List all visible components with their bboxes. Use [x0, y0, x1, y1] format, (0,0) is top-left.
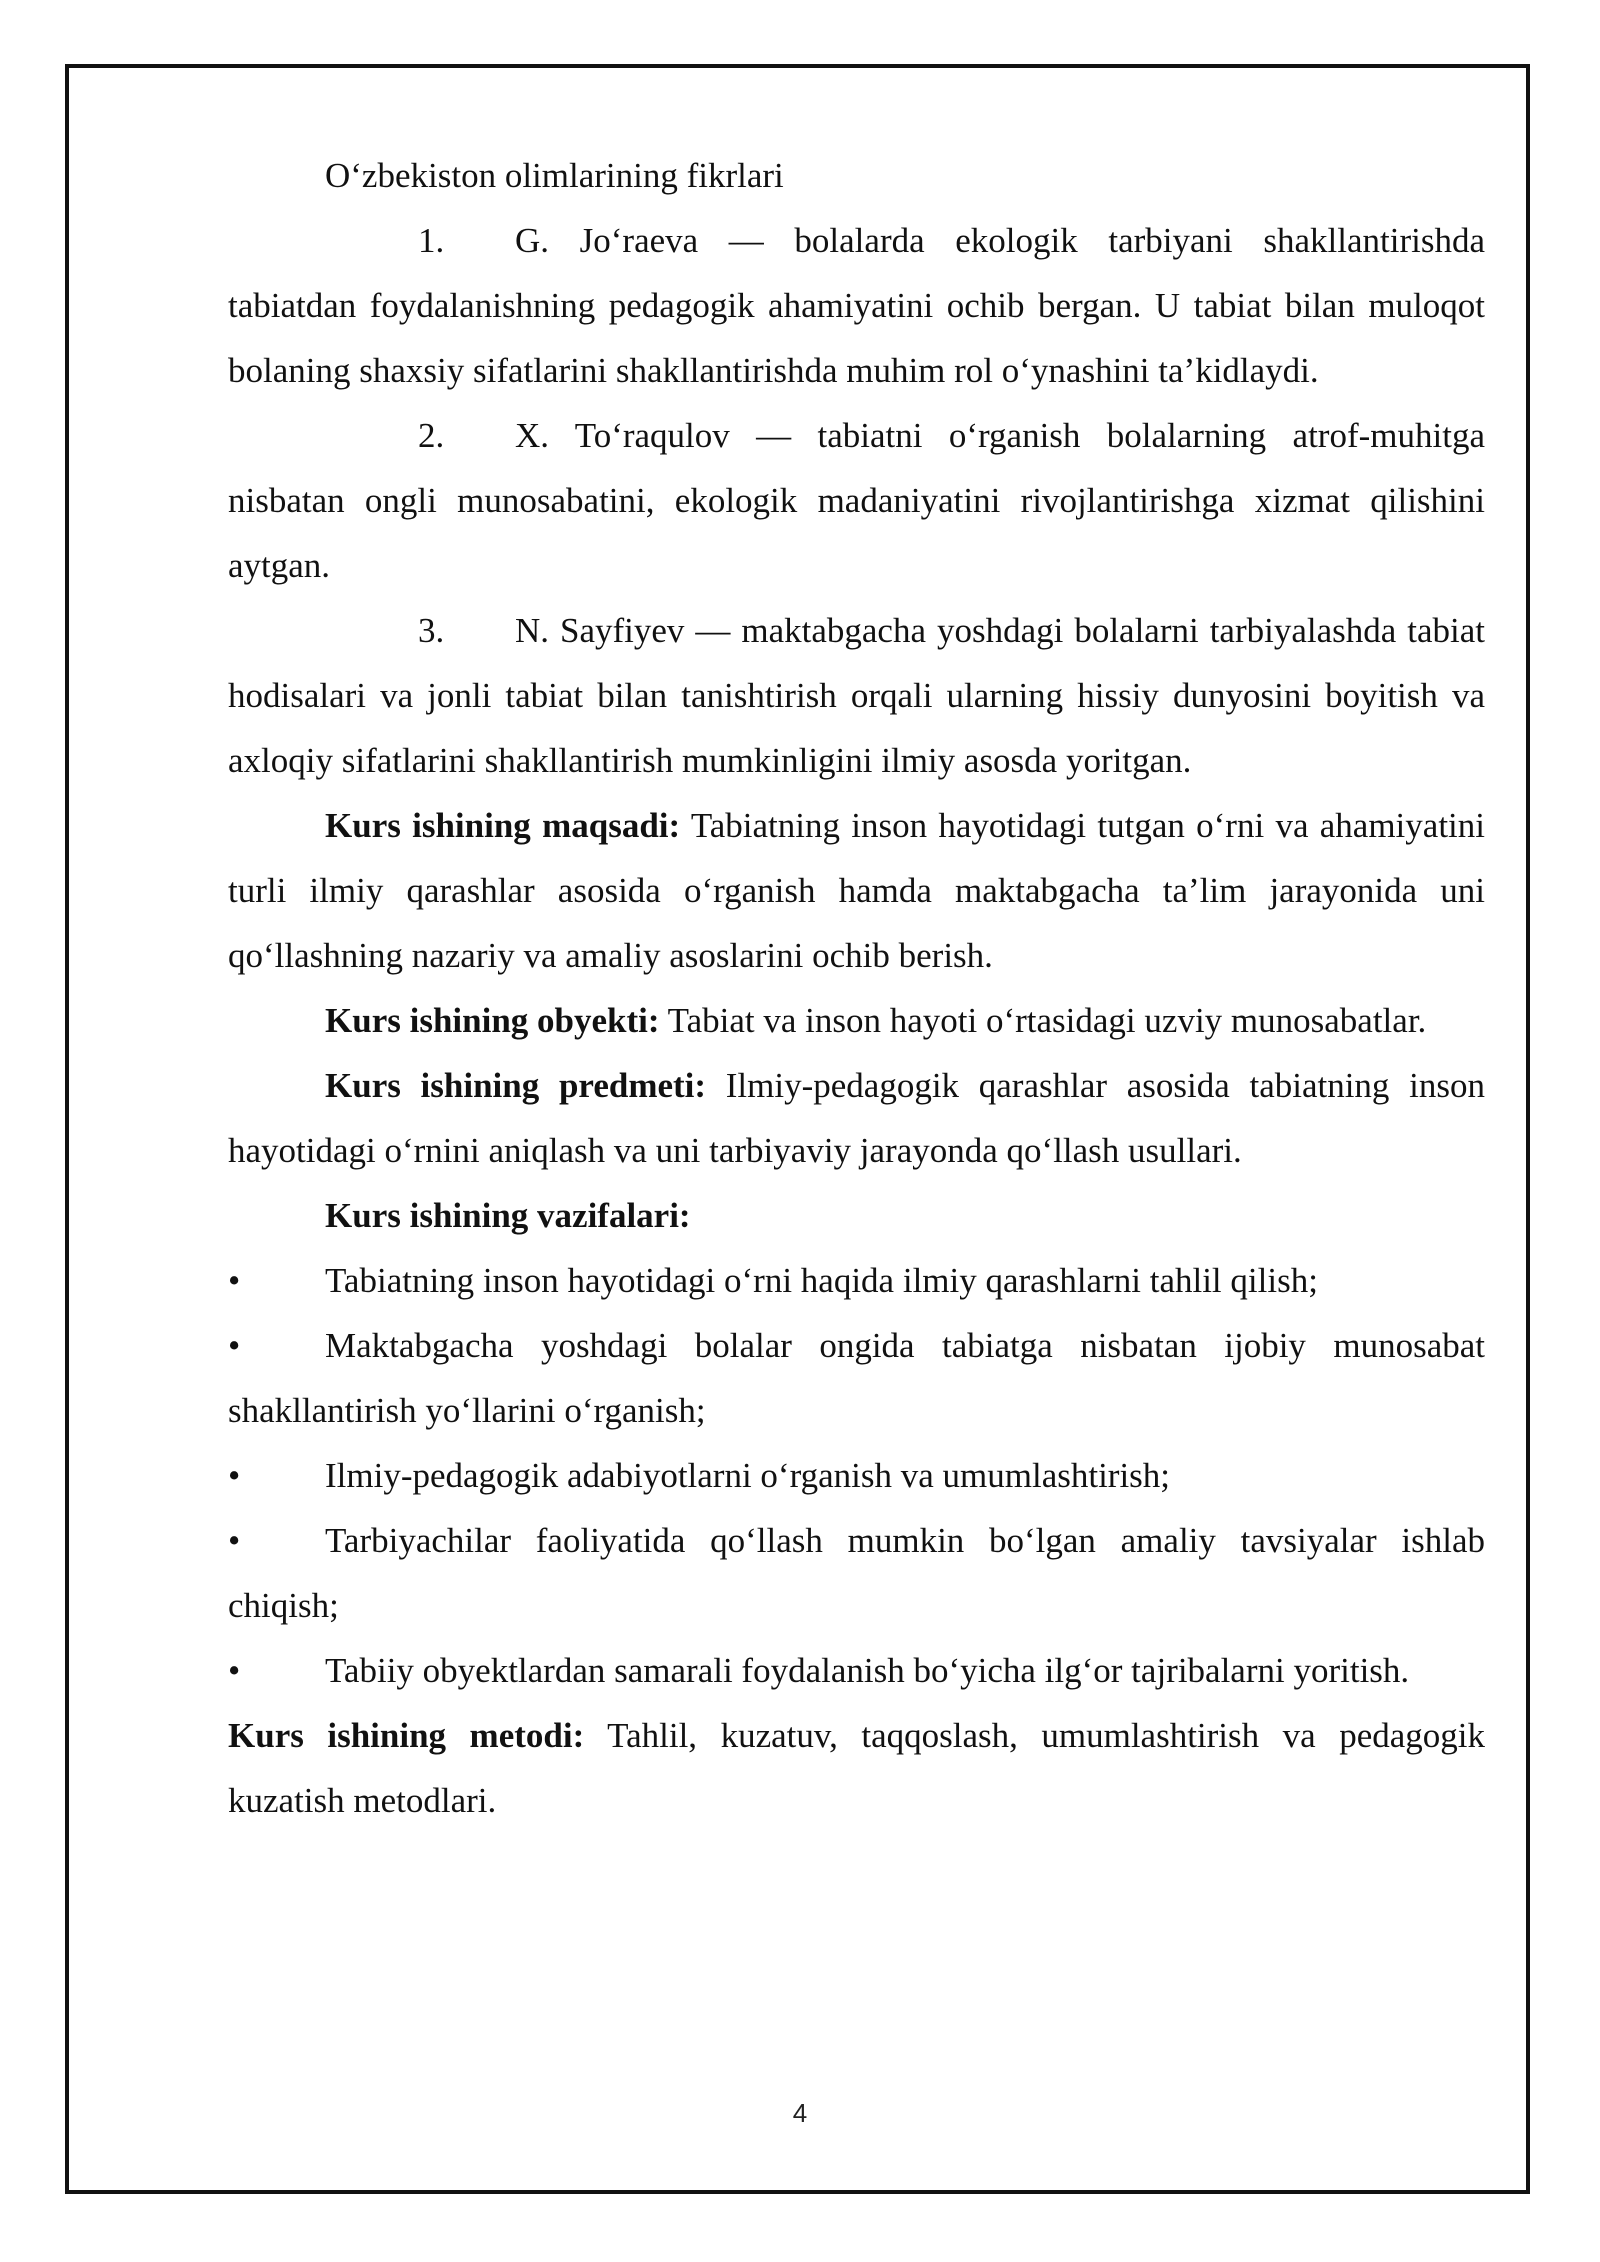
goal-label: Kurs ishining maqsadi:	[325, 806, 681, 845]
bullet-marker: •	[228, 1261, 241, 1300]
bullet-marker: •	[228, 1326, 241, 1365]
page-number: 4	[792, 2098, 808, 2128]
document-body	[228, 143, 1485, 1833]
task-item-1	[228, 1248, 1485, 1313]
subject-paragraph	[228, 1053, 1485, 1183]
goal-paragraph	[228, 793, 1485, 988]
scholar-text-3: N. Sayfiyev — maktabgacha yoshdagi bolalarni tarbiyalashda tabiat hodisalari va jonli tabiat bilan tanishtirish orqali ularning hissiy dunyosini boyitish va axloqiy sifatlarini shakllantirish mumkinligini ilmiy asosda yoritgan.	[228, 611, 1485, 780]
bullet-marker: •	[228, 1651, 241, 1690]
scholar-text-2: X. To‘raqulov — tabiatni o‘rganish bolalarning atrof-muhitga nisbatan ongli munosabatini, ekologik madaniyatini rivojlantirishga xizmat qilishini aytgan.	[228, 416, 1485, 585]
task-item-3	[228, 1443, 1485, 1508]
scholar-text-1: G. Jo‘raeva — bolalarda ekologik tarbiyani shakllantirishda tabiatdan foydalanishning pedagogik ahamiyatini ochib bergan. U tabiat bilan muloqot bolaning shaxsiy sifatlarini shakllantirishda muhim rol o‘ynashini ta’kidlaydi.	[228, 221, 1485, 390]
tasks-label: Kurs ishining vazifalari:	[325, 1196, 691, 1235]
task-text-1: Tabiatning inson hayotidagi o‘rni haqida ilmiy qarashlarni tahlil qilish;	[325, 1261, 1318, 1300]
scholar-item-3	[228, 598, 1485, 793]
scholar-item-1	[228, 208, 1485, 403]
scholar-number-3: 3.	[418, 611, 445, 650]
scholar-item-2	[228, 403, 1485, 598]
task-text-2: Maktabgacha yoshdagi bolalar ongida tabiatga nisbatan ijobiy munosabat shakllantirish yo‘llarini o‘rganish;	[228, 1326, 1485, 1430]
task-item-4	[228, 1508, 1485, 1638]
tasks-heading	[228, 1183, 1485, 1248]
bullet-marker: •	[228, 1456, 241, 1495]
scholar-number-1: 1.	[418, 221, 445, 260]
task-text-4: Tarbiyachilar faoliyatida qo‘llash mumkin bo‘lgan amaliy tavsiyalar ishlab chiqish;	[228, 1521, 1485, 1625]
goal-text: Tabiatning inson hayotidagi tutgan o‘rni va ahamiyatini turli ilmiy qarashlar asosida o‘rganish hamda maktabgacha ta’lim jarayonida uni qo‘llashning nazariy va amaliy asoslarini ochib berish.	[228, 806, 1485, 975]
method-label: Kurs ishining metodi:	[228, 1716, 585, 1755]
object-label: Kurs ishining obyekti:	[325, 1001, 660, 1040]
object-text: Tabiat va inson hayoti o‘rtasidagi uzviy munosabatlar.	[667, 1001, 1427, 1040]
subject-label: Kurs ishining predmeti:	[325, 1066, 707, 1105]
task-text-5: Tabiiy obyektlardan samarali foydalanish bo‘yicha ilg‘or tajribalarni yoritish.	[325, 1651, 1410, 1690]
task-item-2	[228, 1313, 1485, 1443]
object-paragraph	[228, 988, 1485, 1053]
method-paragraph	[228, 1703, 1485, 1833]
method-text: Tahlil, kuzatuv, taqqoslash, umumlashtirish va pedagogik kuzatish metodlari.	[228, 1716, 1486, 1820]
section-heading: O‘zbekiston olimlarining fikrlari	[325, 156, 784, 195]
bullet-marker: •	[228, 1521, 241, 1560]
scholar-number-2: 2.	[418, 416, 445, 455]
task-text-3: Ilmiy-pedagogik adabiyotlarni o‘rganish va umumlashtirish;	[325, 1456, 1171, 1495]
task-item-5	[228, 1638, 1485, 1703]
subject-text: Ilmiy-pedagogik qarashlar asosida tabiatning inson hayotidagi o‘rnini aniqlash va uni tarbiyaviy jarayonda qo‘llash usullari.	[228, 1066, 1485, 1170]
